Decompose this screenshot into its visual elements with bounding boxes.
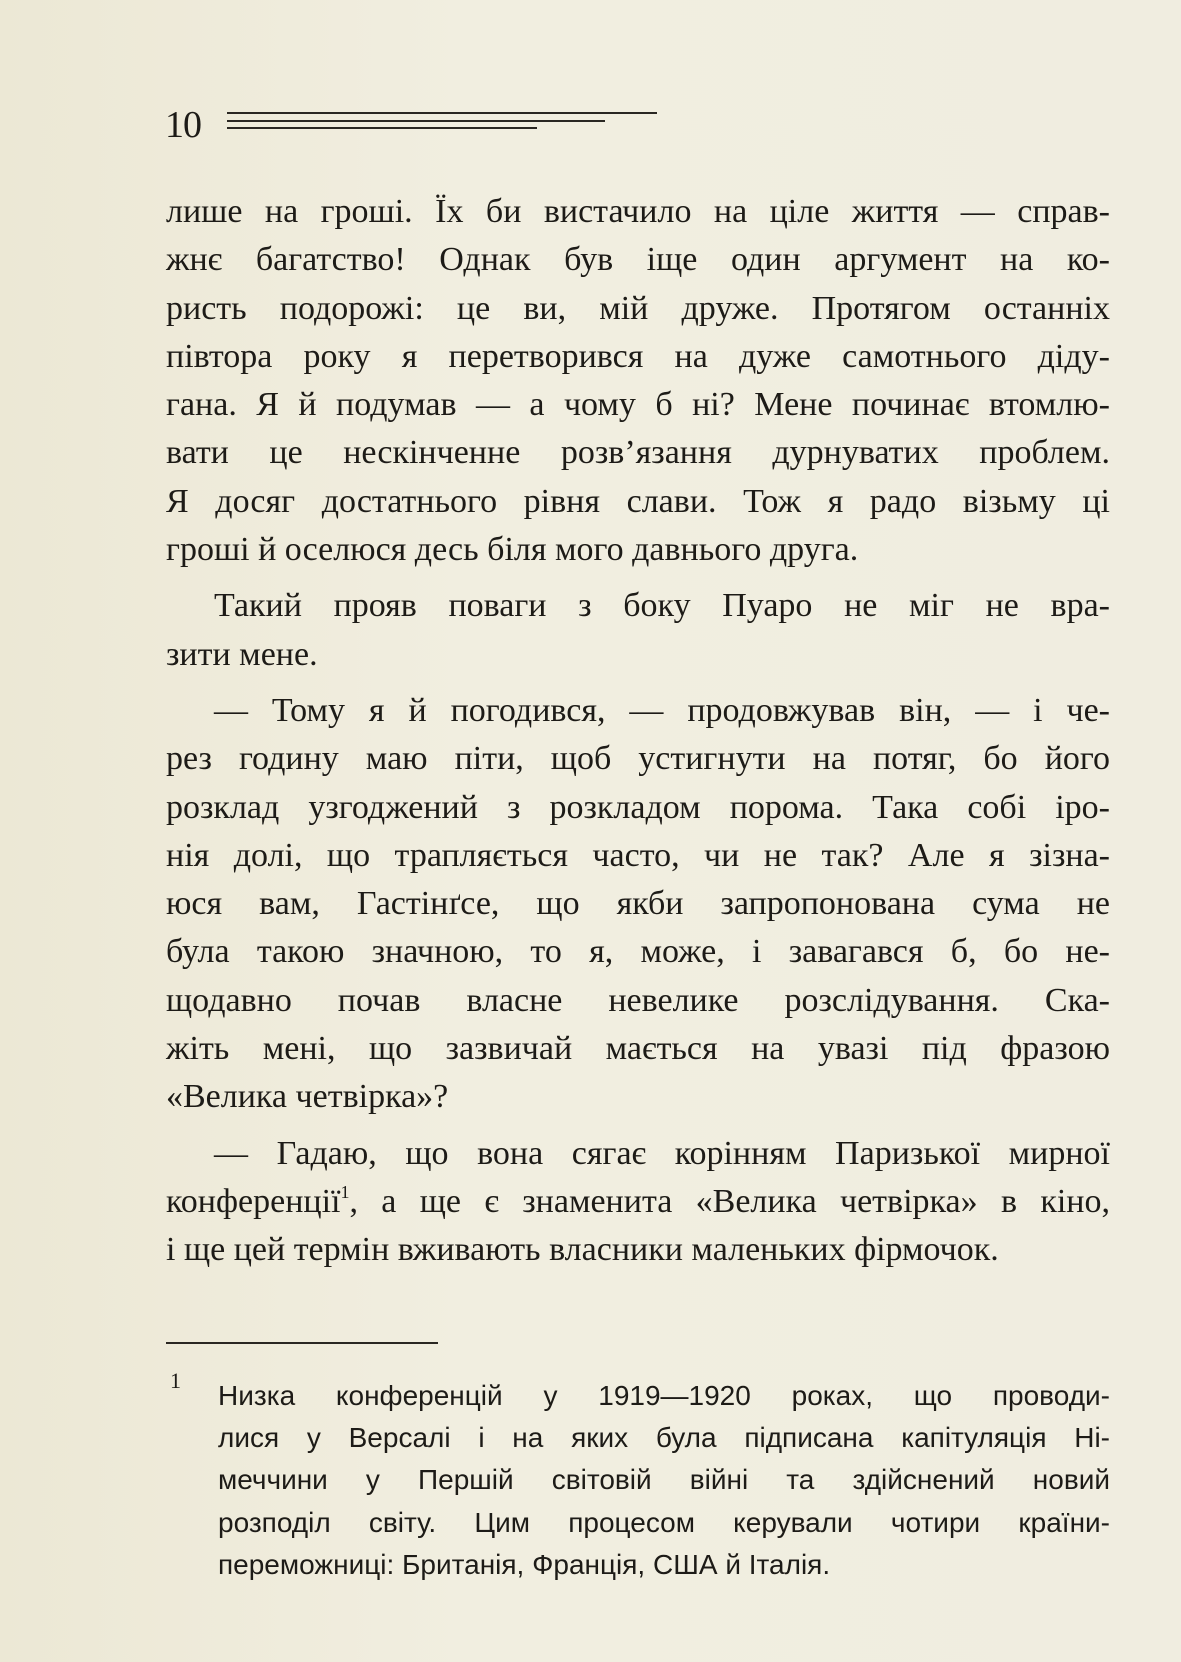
footnote-line: меччини у Першій світовій війні та здійснений новий [218,1464,1110,1496]
footnote-line: розподіл світу. Цим процесом керували чотири країни- [218,1506,1110,1538]
paragraph [166,1130,1110,1275]
page-number: 10 [165,104,201,146]
text-line: — Тому я й погодився, — продовжував він, — і че- [214,691,1110,729]
text-line: жнє багатство! Однак був іще один аргумент на ко- [166,241,1110,279]
text-line: вати це нескінченне розв’язання дурнуватих проблем. [166,434,1110,472]
text-line: і ще цей термін вживають власники маленьких фірмочок. [166,1231,999,1269]
paragraph [166,687,1110,1122]
text-fragment: , а ще є знаменита «Велика четвірка» в кіно, [349,1182,1110,1220]
text-line: була такою значною, то я, може, і завагався б, бо не- [166,933,1110,971]
footnote-line: переможниці: Британія, Франція, США й Італія. [218,1548,831,1580]
body-text [166,188,1110,1275]
text-line: «Велика четвірка»? [166,1078,449,1116]
text-line: ристь подорожі: це ви, мій друже. Протягом останніх [166,289,1110,327]
text-line: Такий прояв поваги з боку Пуаро не міг не вра- [214,587,1110,625]
text-line: нія долі, що трапляється часто, чи не так? Але я зізна- [166,836,1110,874]
text-line-with-note [166,1178,1110,1226]
text-line: Я досяг достатнього рівня слави. Тож я радо візьму ці [166,482,1110,520]
text-fragment: конференції [166,1182,341,1220]
footnote-line: лися у Версалі і на яких була підписана капітуляція Ні- [218,1422,1110,1454]
text-line: розклад узгоджений з розкладом порома. Така собі іро- [166,788,1110,826]
footnote-marker: 1 [170,1368,181,1393]
text-line: гана. Я й подумав — а чому б ні? Мене починає втомлю- [166,386,1110,424]
footnote-rule [166,1342,438,1344]
text-line: — Гадаю, що вона сягає корінням Паризької мирної [214,1134,1110,1172]
text-line: зити мене. [166,635,318,673]
paragraph [166,188,1110,574]
footnote-reference[interactable]: 1 [340,1181,350,1202]
text-line: лише на гроші. Їх би вистачило на ціле життя — справ- [166,193,1110,230]
header-rule [227,120,605,122]
footnote-line: Низка конференцій у 1919—1920 роках, що проводи- [218,1380,1110,1411]
header-rule [227,112,657,114]
text-line: гроші й оселюся десь біля мого давнього друга. [166,531,859,569]
page-header [165,100,665,150]
text-line: щодавно почав власне невелике розслідування. Ска- [166,981,1110,1019]
text-line: рез годину маю піти, щоб устигнути на потяг, бо його [166,740,1110,778]
paragraph [166,582,1110,679]
text-line: жіть мені, що зазвичай мається на увазі під фразою [166,1030,1110,1068]
text-line: півтора року я перетворився на дуже самотнього діду- [166,337,1110,375]
footnote [218,1375,1110,1586]
header-rule [227,127,537,129]
text-line: юся вам, Гастінґсе, що якби запропонована сума не [166,885,1110,923]
